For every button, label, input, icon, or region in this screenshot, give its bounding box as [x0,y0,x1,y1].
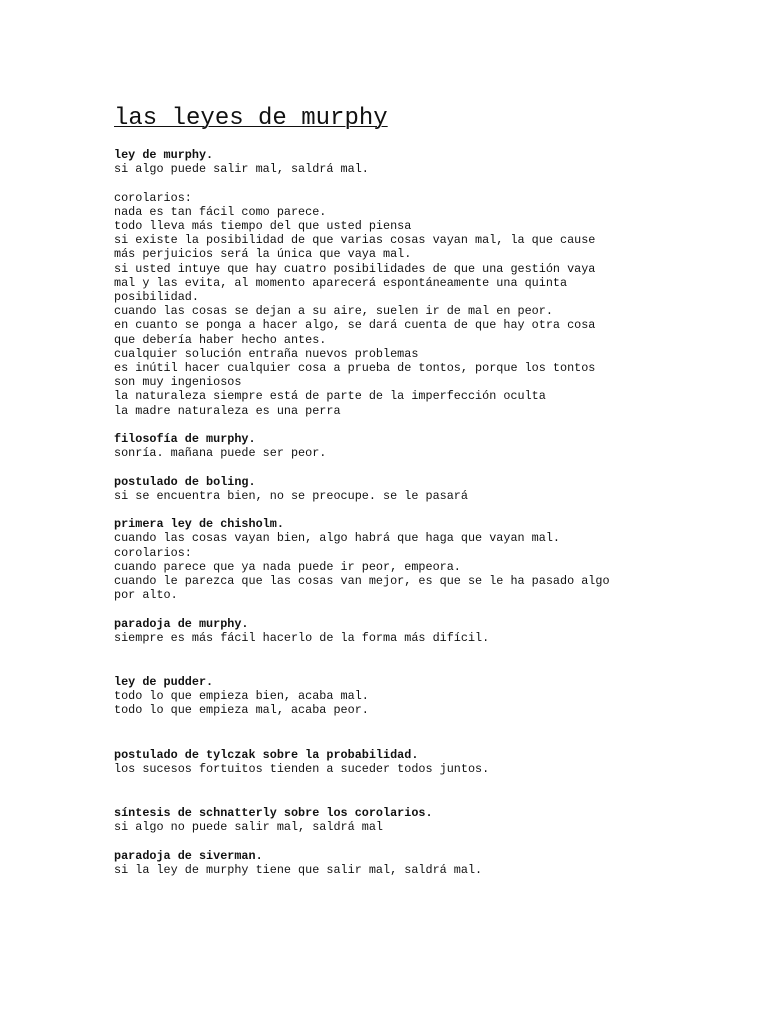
section-line: cuando parece que ya nada puede ir peor, empeora. [114,559,461,574]
section-line: todo lleva más tiempo del que usted piensa [114,219,412,233]
section-line: nada es tan fácil como parece. [114,204,327,219]
section-line: todo lo que empieza bien, acaba mal. [114,689,369,704]
section-line: corolarios: [114,190,192,205]
section-corolarios [114,191,754,418]
section-line: posibilidad. [114,290,199,305]
section-heading: postulado de tylczak sobre la probabilidad. [114,747,419,762]
section-line: la madre naturaleza es una perra [114,403,341,418]
section-line: siempre es más fácil hacerlo de la forma más difícil. [114,630,490,645]
section-line: corolarios: [114,545,192,560]
document-page [114,104,754,877]
section-line: la naturaleza siempre está de parte de la imperfección oculta [114,389,546,404]
section-heading: postulado de boling. [114,474,256,489]
section-ley-de-murphy [114,148,754,176]
section-line: si usted intuye que hay cuatro posibilidades de que una gestión vaya [114,261,596,276]
section-line: es inútil hacer cualquier cosa a prueba de tontos, porque los tontos [114,361,596,376]
section-sintesis-de-schnatterly [114,806,754,834]
section-line: cuando las cosas se dejan a su aire, suelen ir de mal en peor. [114,304,553,319]
section-heading: primera ley de chisholm. [114,517,284,532]
section-line: sonría. mañana puede ser peor. [114,446,327,461]
section-ley-de-pudder [114,675,754,718]
section-line: todo lo que empieza mal, acaba peor. [114,703,369,718]
section-heading: ley de murphy. [114,148,214,162]
section-line: más perjuicios será la única que vaya mal. [114,247,412,262]
section-line: son muy ingeniosos [114,375,242,390]
section-heading: ley de pudder. [114,675,214,690]
section-postulado-de-tylczak [114,748,754,776]
section-line: los sucesos fortuitos tienden a suceder todos juntos. [114,761,490,776]
section-line: por alto. [114,588,178,603]
document-title: las leyes de murphy [114,105,388,132]
section-line: si la ley de murphy tiene que salir mal, saldrá mal. [114,862,483,877]
section-line: cuando le parezca que las cosas van mejor, es que se le ha pasado algo [114,574,610,589]
section-line: que debería haber hecho antes. [114,332,327,347]
section-filosofia-de-murphy [114,432,754,460]
section-heading: filosofía de murphy. [114,432,256,447]
section-line: cuando las cosas vayan bien, algo habrá que haga que vayan mal. [114,531,560,546]
section-line: mal y las evita, al momento aparecerá espontáneamente una quinta [114,275,568,290]
section-heading: síntesis de schnatterly sobre los corolarios. [114,806,433,821]
section-heading: paradoja de siverman. [114,848,263,863]
section-line: en cuanto se ponga a hacer algo, se dará cuenta de que hay otra cosa [114,318,596,333]
section-paradoja-de-siverman [114,849,754,877]
section-line: cualquier solución entraña nuevos problemas [114,346,419,361]
section-line: si algo puede salir mal, saldrá mal. [114,162,369,177]
section-paradoja-de-murphy [114,617,754,645]
section-heading: paradoja de murphy. [114,616,249,631]
section-postulado-de-boling [114,475,754,503]
section-line: si se encuentra bien, no se preocupe. se le pasará [114,488,468,503]
section-line: si existe la posibilidad de que varias cosas vayan mal, la que cause [114,233,596,248]
section-primera-ley-de-chisholm [114,517,754,602]
section-line: si algo no puede salir mal, saldrá mal [114,820,384,835]
